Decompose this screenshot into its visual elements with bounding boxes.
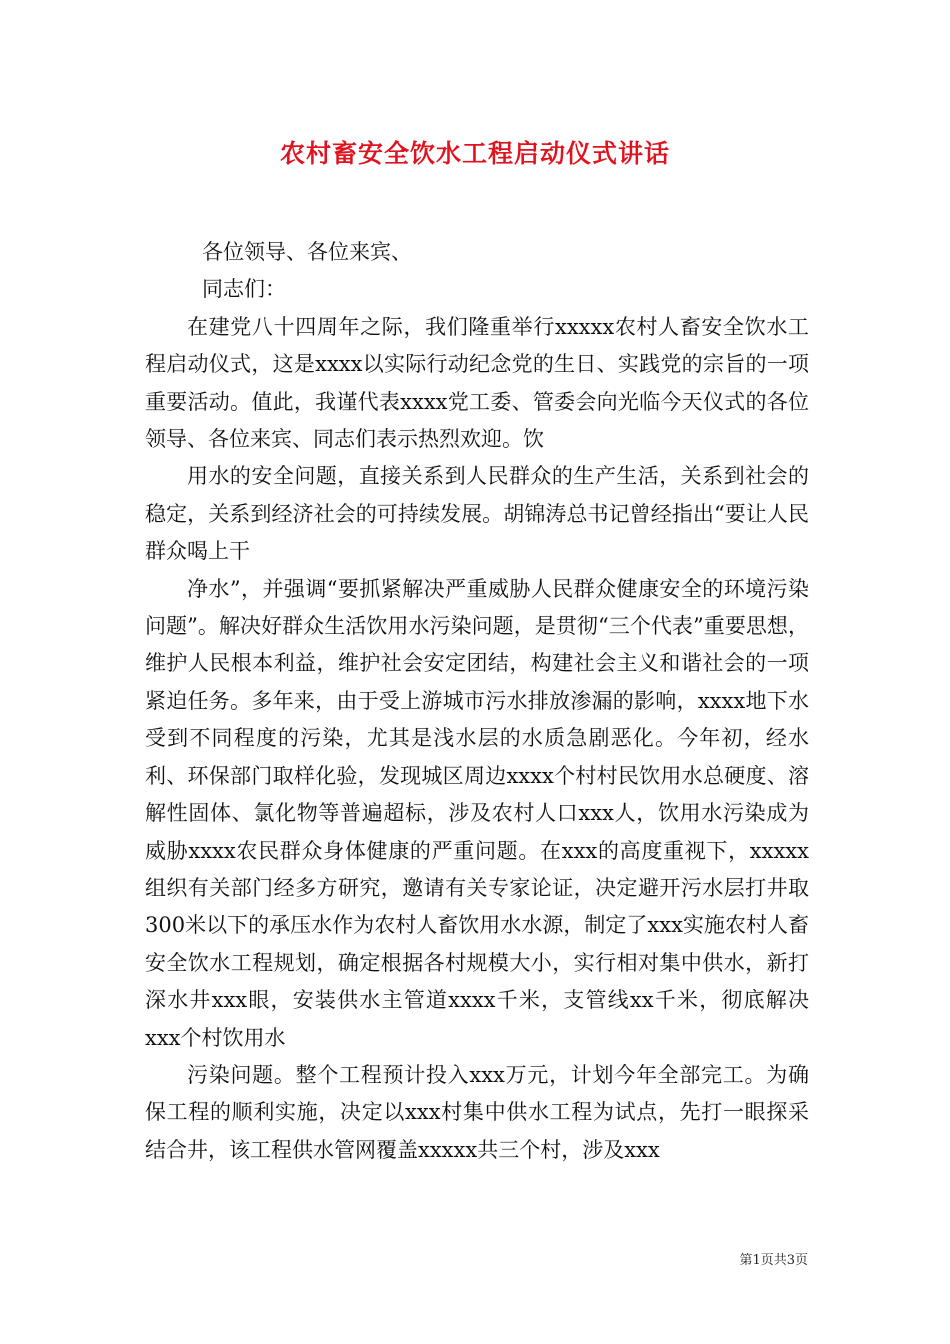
salutation: 各位领导、各位来宾、 — [202, 240, 412, 264]
paragraph-1: 在建党八十四周年之际，我们隆重举行xxxxx农村人畜安全饮水工程启动仪式，这是xxxx以实际行动纪念党的生日、实践党的宗旨的一项重要活动。值此，我谨代表xxxx党工委、管委会向光临今天仪式的各位领导、各位来宾、同志们表示热烈欢迎。饮 — [145, 314, 809, 452]
paragraph-2: 用水的安全问题，直接关系到人民群众的生产生活，关系到社会的稳定，关系到经济社会的可持续发展。胡锦涛总书记曾经指出“要让人民群众喝上干 — [145, 464, 809, 564]
paragraph-4: 污染问题。整个工程预计投入xxx万元，计划今年全部完工。为确保工程的顺利实施，决定以xxx村集中供水工程为试点，先打一眼探采结合井，该工程供水管网覆盖xxxxx共三个村，涉及xxx — [145, 1062, 809, 1162]
paragraph-3: 净水”，并强调“要抓紧解决严重威胁人民群众健康安全的环境污染问题”。解决好群众生活饮用水污染问题，是贯彻“三个代表”重要思想，维护人民根本利益，维护社会安定团结，构建社会主义和谐社会的一项紧迫任务。多年来，由于受上游城市污水排放渗漏的影响，xxxx地下水受到不同程度的污染，尤其是浅水层的水质急剧恶化。今年初，经水利、环保部门取样化验，发现城区周边xxxx个村村民饮用水总硬度、溶解性固体、氯化物等普遍超标，涉及农村人口xxx人，饮用水污染成为威胁xxxx农民群众身体健康的严重问题。在xxx的高度重视下，xxxxx组织有关部门经多方研究，邀请有关专家论证，决定避开污水层打井取300米以下的承压水作为农村人畜饮用水水源，制定了xxx实施农村人畜安全饮水工程规划，确定根据各村规模大小，实行相对集中供水，新打深水井xxx眼，安装供水主管道xxxx千米，支管线xx千米，彻底解决xxx个村饮用水 — [145, 576, 809, 1050]
greeting: 同志们： — [202, 277, 286, 302]
document-title: 农村畜安全饮水工程启动仪式讲话 — [279, 139, 670, 168]
page-number: 第1页共3页 — [739, 1253, 808, 1268]
document-body — [145, 234, 809, 1169]
